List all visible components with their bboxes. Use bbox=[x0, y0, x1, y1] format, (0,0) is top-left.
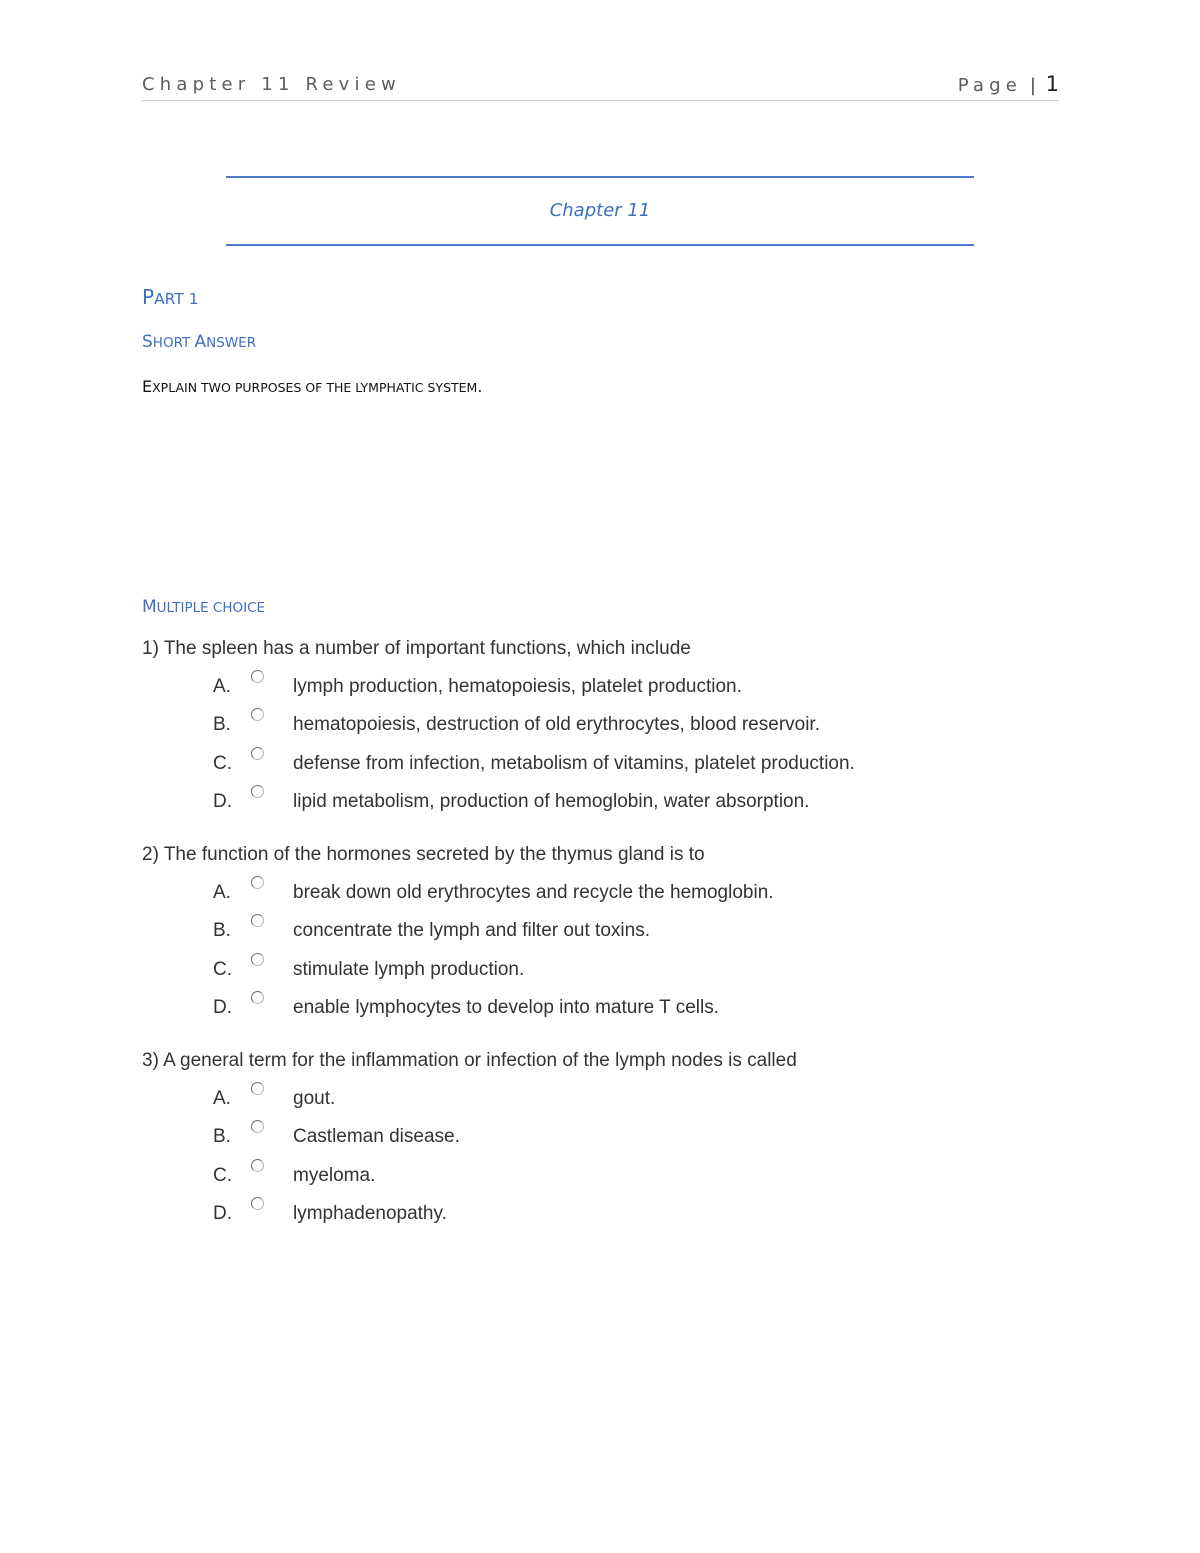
option-text: break down old erythrocytes and recycle the hemoglobin. bbox=[293, 882, 774, 903]
option-text: defense from infection, metabolism of vitamins, platelet production. bbox=[293, 752, 855, 774]
radio-button[interactable] bbox=[251, 708, 264, 721]
heading-run: NSWER bbox=[206, 335, 257, 351]
option-text: Castleman disease. bbox=[293, 1126, 460, 1148]
option-letter: D. bbox=[213, 997, 232, 1019]
part-heading-rest: ART 1 bbox=[154, 290, 199, 308]
heading-run: XPLAIN TWO PURPOSES OF THE LYMPHATIC SYSTEM bbox=[152, 380, 478, 395]
heading-run: S bbox=[142, 332, 153, 352]
question-stem: 3) A general term for the inflammation or infection of the lymph nodes is called bbox=[142, 1050, 797, 1071]
radio-button[interactable] bbox=[251, 1197, 264, 1210]
heading-run: A bbox=[194, 332, 207, 352]
part-heading-initial: P bbox=[142, 285, 155, 309]
option-letter: A. bbox=[213, 1088, 231, 1109]
heading-run: M bbox=[142, 597, 157, 617]
radio-button[interactable] bbox=[251, 991, 264, 1004]
radio-button[interactable] bbox=[251, 1082, 264, 1095]
option-letter: C. bbox=[213, 1164, 232, 1186]
radio-button[interactable] bbox=[251, 747, 264, 760]
option-letter: B. bbox=[213, 714, 231, 736]
option-letter: A. bbox=[213, 882, 231, 903]
heading-run: . bbox=[477, 377, 483, 396]
option-text: concentrate the lymph and filter out toxins. bbox=[293, 920, 650, 942]
multiple-choice-heading bbox=[142, 597, 265, 617]
page-number-block bbox=[958, 72, 1059, 96]
option-letter: C. bbox=[213, 752, 232, 774]
option-text: lymphadenopathy. bbox=[293, 1203, 447, 1225]
heading-run: ULTIPLE CHOICE bbox=[156, 600, 266, 616]
option-letter: D. bbox=[213, 1203, 232, 1225]
option-letter: D. bbox=[213, 791, 232, 813]
option-text: lipid metabolism, production of hemoglobin, water absorption. bbox=[293, 791, 810, 813]
option-letter: B. bbox=[213, 920, 231, 942]
page-label: Page bbox=[957, 75, 1023, 96]
radio-button[interactable] bbox=[251, 914, 264, 927]
radio-button[interactable] bbox=[251, 1120, 264, 1133]
radio-button[interactable] bbox=[251, 876, 264, 889]
option-letter: B. bbox=[213, 1126, 231, 1148]
option-text: lymph production, hematopoiesis, platelet production. bbox=[293, 676, 742, 697]
option-letter: A. bbox=[213, 676, 231, 697]
radio-button[interactable] bbox=[251, 785, 264, 798]
document-title: Chapter 11 bbox=[549, 200, 651, 221]
question-stem: 1) The spleen has a number of important functions, which include bbox=[142, 638, 691, 659]
radio-button[interactable] bbox=[251, 670, 264, 683]
question-stem: 2) The function of the hormones secreted by the thymus gland is to bbox=[142, 844, 705, 865]
title-block bbox=[226, 176, 974, 246]
option-text: myeloma. bbox=[293, 1164, 376, 1186]
heading-run: HORT bbox=[152, 335, 195, 351]
page-separator: | bbox=[1029, 75, 1036, 96]
page-header bbox=[142, 72, 1059, 101]
page-number: 1 bbox=[1045, 72, 1059, 96]
radio-button[interactable] bbox=[251, 1159, 264, 1172]
option-letter: C. bbox=[213, 958, 232, 980]
option-text: enable lymphocytes to develop into mature T cells. bbox=[293, 997, 719, 1019]
option-text: gout. bbox=[293, 1088, 336, 1109]
option-text: stimulate lymph production. bbox=[293, 958, 525, 980]
short-answer-heading bbox=[142, 332, 256, 352]
heading-run: E bbox=[142, 377, 153, 396]
running-header-title: Chapter 11 Review bbox=[142, 74, 401, 95]
radio-button[interactable] bbox=[251, 953, 264, 966]
part-heading bbox=[142, 285, 199, 309]
option-text: hematopoiesis, destruction of old erythrocytes, blood reservoir. bbox=[293, 714, 820, 736]
short-answer-question bbox=[142, 377, 482, 396]
